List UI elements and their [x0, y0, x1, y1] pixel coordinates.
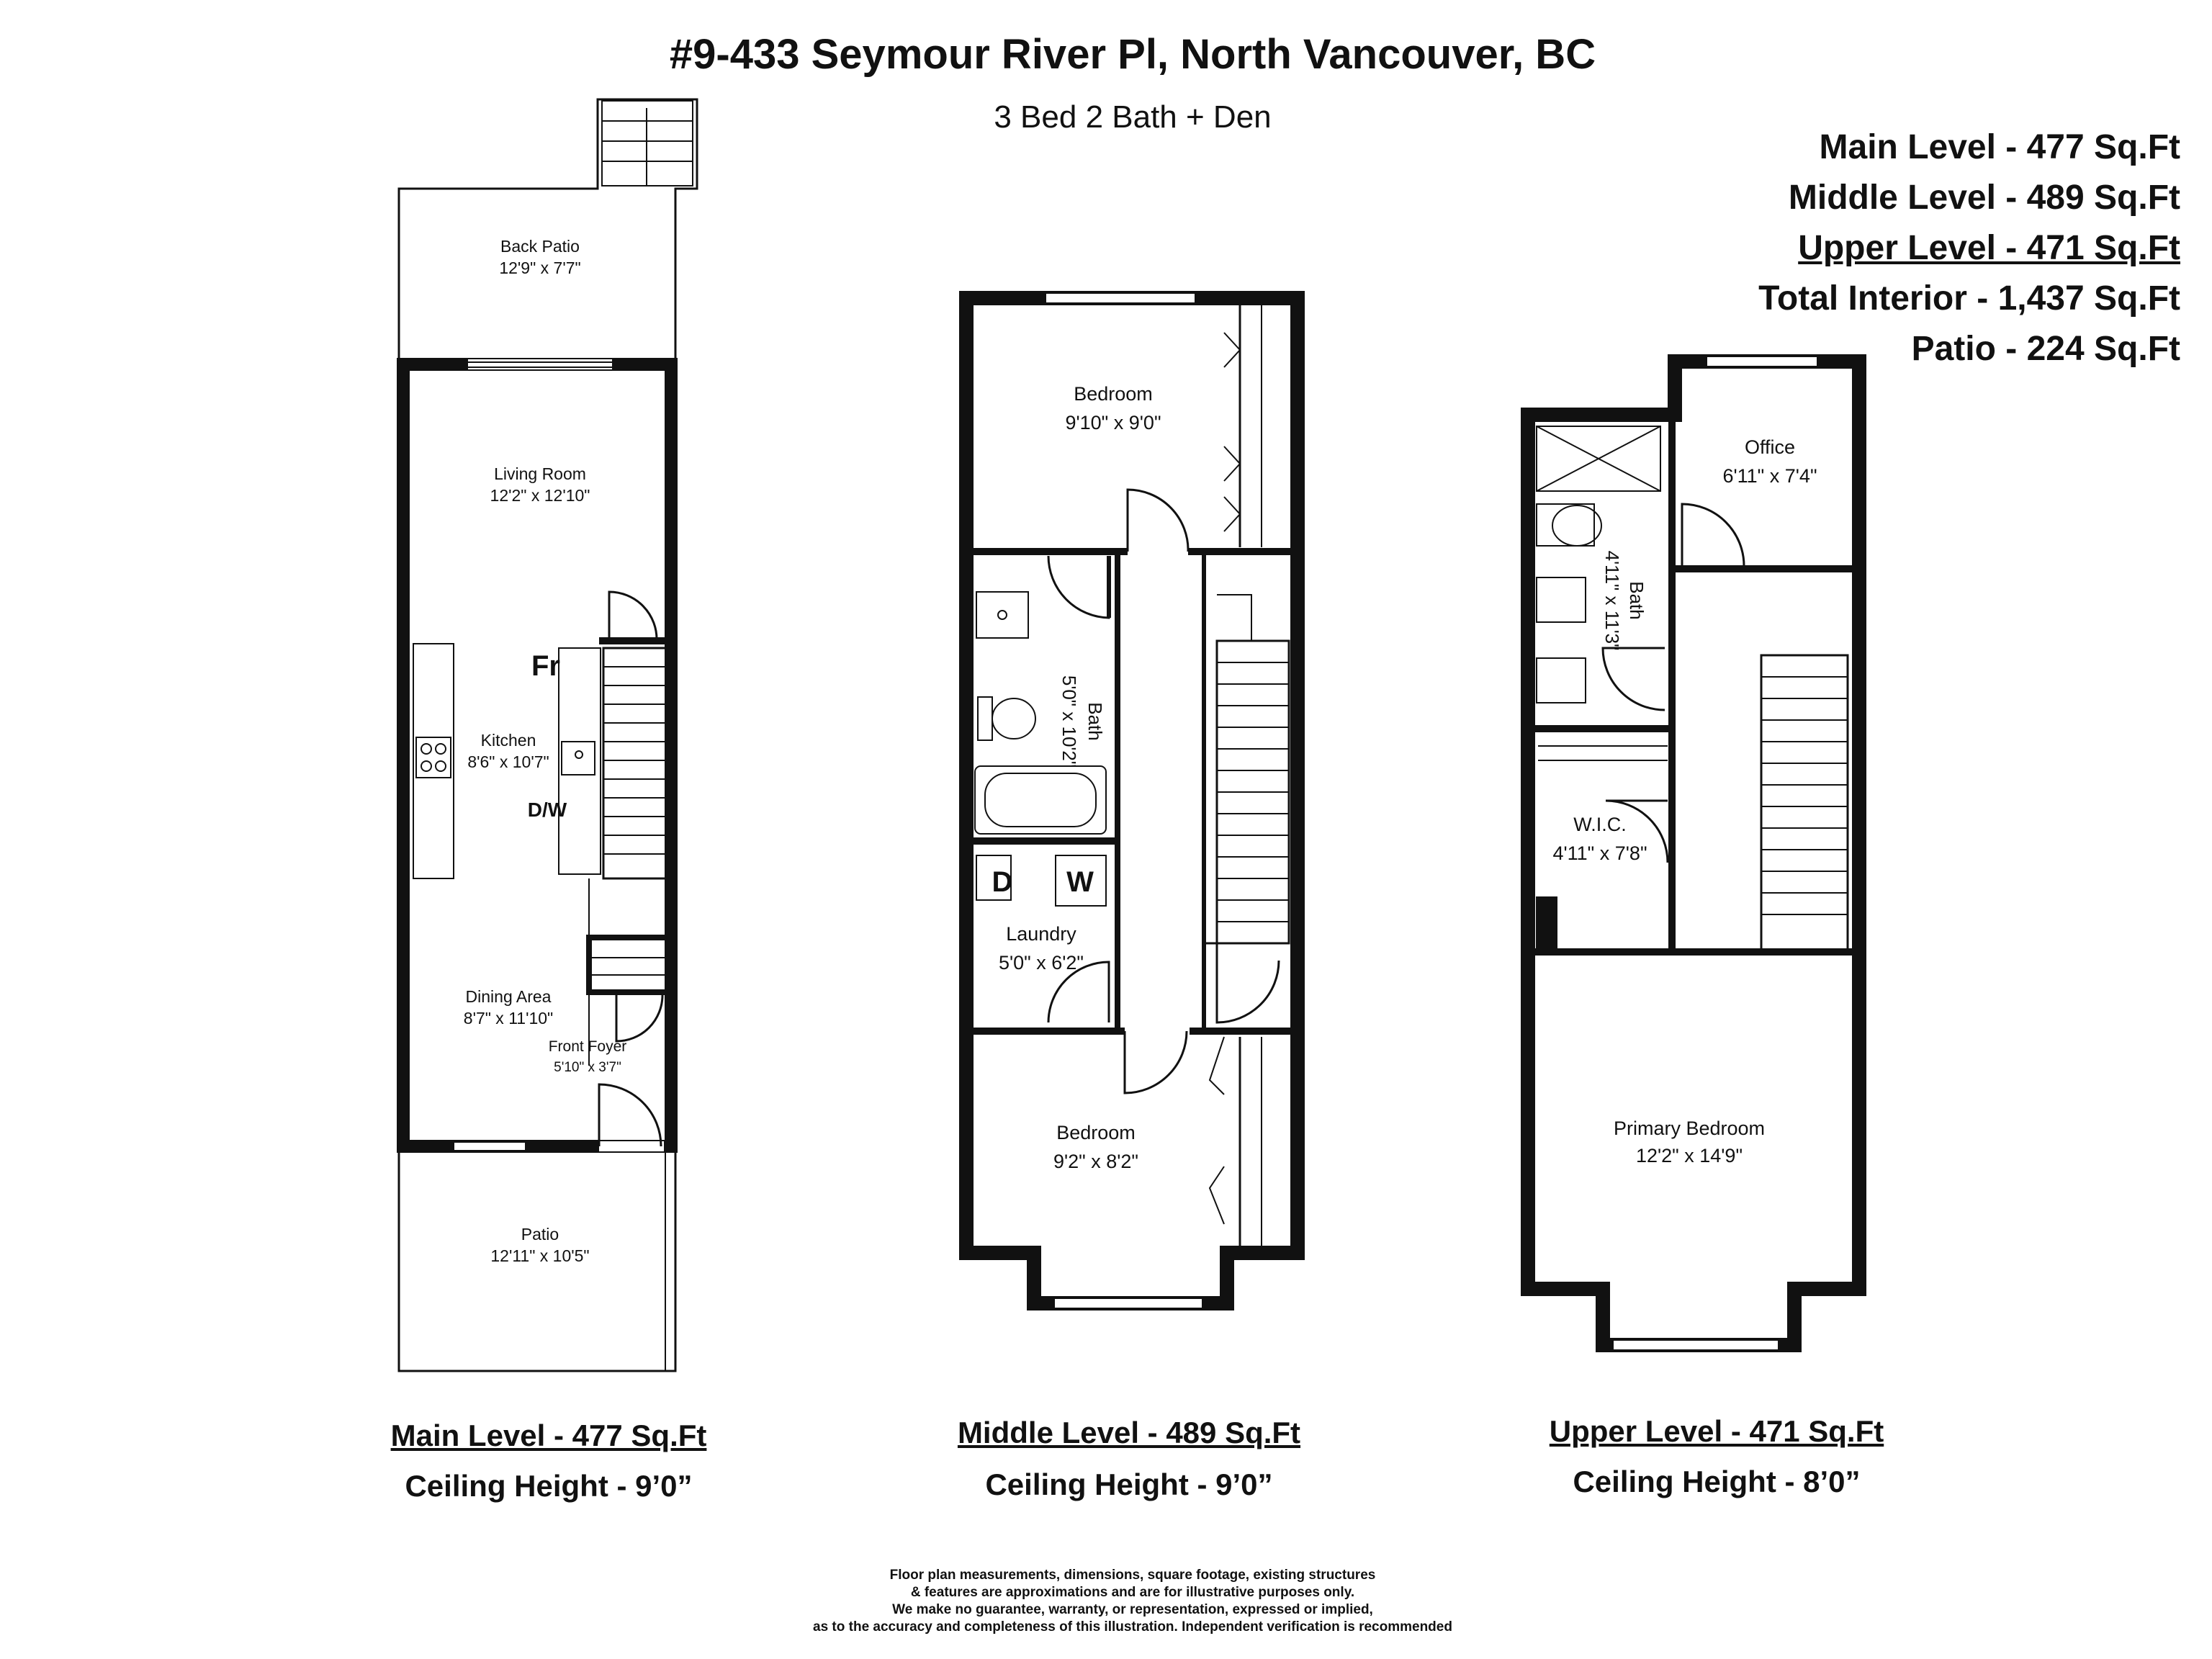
middle-stairs-treads: [1217, 662, 1289, 922]
kitchen-counter-left: [413, 644, 454, 878]
room-front-foyer-name: Front Foyer: [548, 1038, 627, 1055]
room-dining-area-dim: 8'7" x 11'10": [463, 1009, 554, 1028]
disclaimer-line-2: & features are approximations and are for illustrative purposes only.: [910, 1585, 1355, 1600]
room-office-dim: 6'11" x 7'4": [1722, 465, 1817, 487]
room-upper-bath-name: Bath: [1626, 581, 1647, 620]
room-patio-dim: 12'11" x 10'5": [490, 1246, 590, 1265]
main-stairs: [603, 648, 670, 878]
listing-subtitle: 3 Bed 2 Bath + Den: [994, 99, 1272, 135]
room-bedroom-bottom-dim: 9'2" x 8'2": [1053, 1151, 1139, 1172]
main-level-label: Main Level - 477 Sq.Ft: [390, 1419, 707, 1452]
summary-total-interior: Total Interior - 1,437 Sq.Ft: [1758, 279, 2180, 318]
main-stairs-treads: [603, 667, 670, 854]
summary-middle-level: Middle Level - 489 Sq.Ft: [1788, 179, 2180, 217]
disclaimer-line-3: We make no guarantee, warranty, or representation, expressed or implied,: [892, 1602, 1373, 1617]
cooktop-icon: [416, 737, 451, 778]
room-bedroom-bottom-name: Bedroom: [1056, 1122, 1136, 1143]
upper-stairs-treads: [1761, 677, 1848, 914]
middle-level-label: Middle Level - 489 Sq.Ft: [957, 1416, 1301, 1449]
room-middle-bath-name: Bath: [1084, 702, 1106, 741]
room-bedroom-top-name: Bedroom: [1074, 383, 1153, 405]
middle-level-ceiling: Ceiling Height - 9’0”: [985, 1467, 1273, 1501]
room-kitchen-name: Kitchen: [480, 731, 536, 750]
dishwasher-tag: D/W: [527, 799, 567, 821]
room-patio-name: Patio: [521, 1225, 559, 1244]
upper-level-label: Upper Level - 471 Sq.Ft: [1549, 1414, 1884, 1448]
room-wic-name: W.I.C.: [1573, 814, 1627, 835]
summary-patio: Patio - 224 Sq.Ft: [1911, 330, 2180, 368]
back-stairs-treads: [602, 108, 693, 186]
back-patio-outline: [399, 99, 697, 360]
main-level-ceiling: Ceiling Height - 9’0”: [405, 1469, 693, 1503]
dryer-tag: D: [992, 866, 1013, 898]
room-living-room-name: Living Room: [494, 464, 586, 483]
room-middle-bath-dim: 5'0" x 10'2": [1058, 675, 1080, 768]
room-back-patio-dim: 12'9" x 7'7": [499, 258, 581, 277]
disclaimer-line-1: Floor plan measurements, dimensions, square footage, existing structures: [889, 1568, 1376, 1583]
disclaimer-line-4: as to the accuracy and completeness of this illustration. Independent verification is recommended: [813, 1619, 1452, 1635]
room-primary-bedroom-dim: 12'2" x 14'9": [1635, 1145, 1743, 1166]
room-dining-area-name: Dining Area: [465, 987, 552, 1006]
room-living-room-dim: 12'2" x 12'10": [490, 486, 590, 505]
disclaimer: [0, 1567, 2212, 1636]
summary-upper-level: Upper Level - 471 Sq.Ft: [1798, 229, 2180, 267]
summary-main-level: Main Level - 477 Sq.Ft: [1819, 128, 2180, 166]
room-kitchen-dim: 8'6" x 10'7": [467, 752, 549, 771]
room-laundry-name: Laundry: [1006, 923, 1076, 945]
room-office-name: Office: [1744, 436, 1796, 458]
room-primary-bedroom-name: Primary Bedroom: [1613, 1118, 1766, 1139]
upper-level-ceiling: Ceiling Height - 8’0”: [1573, 1465, 1861, 1498]
room-front-foyer-dim: 5'10" x 3'7": [554, 1060, 621, 1075]
room-upper-bath-dim: 4'11" x 11'3": [1601, 550, 1623, 651]
main-level-plan: [399, 99, 697, 1371]
upper-stairs: [1761, 655, 1848, 950]
washer-tag: W: [1066, 866, 1094, 898]
listing-title: #9-433 Seymour River Pl, North Vancouver, BC: [669, 31, 1596, 78]
room-back-patio-name: Back Patio: [500, 237, 580, 256]
fridge-tag: Fr: [531, 650, 560, 682]
middle-toilet-icon: [978, 697, 992, 740]
room-bedroom-top-dim: 9'10" x 9'0": [1065, 412, 1161, 433]
room-laundry-dim: 5'0" x 6'2": [998, 952, 1084, 974]
room-wic-dim: 4'11" x 7'8": [1552, 842, 1647, 864]
